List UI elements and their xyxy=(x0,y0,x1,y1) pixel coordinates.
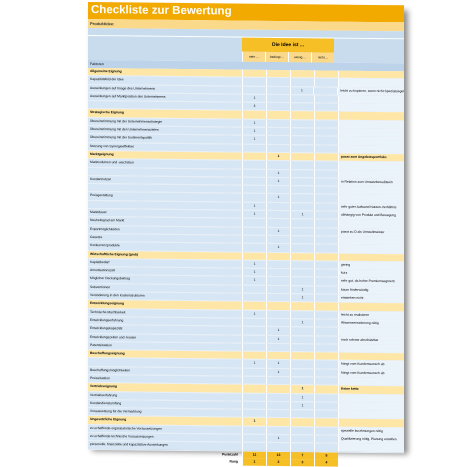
row-label: Voraussetzung für die Vermarktung xyxy=(88,408,242,417)
rating-cell[interactable]: 1 xyxy=(290,319,314,327)
rating-cell[interactable] xyxy=(314,170,338,178)
rating-cell[interactable] xyxy=(314,303,338,311)
rating-cell[interactable] xyxy=(314,137,338,145)
rating-cell[interactable] xyxy=(314,236,338,244)
rating-cell[interactable] xyxy=(314,228,338,236)
rating-cell[interactable] xyxy=(266,136,290,144)
rating-cell[interactable] xyxy=(314,386,338,394)
rating-cell[interactable]: 1 xyxy=(242,211,266,219)
rating-cell[interactable] xyxy=(314,220,338,228)
rating-cell[interactable] xyxy=(266,402,290,410)
remark-cell[interactable]: hängt vom Kundenwunsch ab xyxy=(338,369,404,377)
totals-cell: 1 xyxy=(242,458,266,465)
rating-cell[interactable] xyxy=(314,104,338,112)
rating-cell[interactable] xyxy=(242,368,266,376)
rating-cell[interactable] xyxy=(266,236,290,244)
rating-cell[interactable]: 1 xyxy=(266,244,290,252)
remark-cell[interactable] xyxy=(338,187,404,195)
row-label: Konkurrenzprodukte xyxy=(88,242,242,251)
totals-cell: 4 xyxy=(314,459,338,466)
rating-cell[interactable] xyxy=(290,112,314,120)
rating-cell[interactable] xyxy=(314,278,338,286)
remark-cell[interactable] xyxy=(338,344,404,352)
remark-cell[interactable]: Qualifizierung nötig, Planung erstellen xyxy=(338,436,404,444)
rating-cell[interactable] xyxy=(314,162,338,170)
rating-cell[interactable]: 1 xyxy=(242,202,266,210)
rating-cell[interactable] xyxy=(266,252,290,260)
remark-cell[interactable]: passt zum Angebotsportfolio xyxy=(338,154,404,162)
rating-cell[interactable] xyxy=(314,311,338,319)
rating-cell[interactable] xyxy=(242,169,266,177)
rating-cell[interactable] xyxy=(314,178,338,186)
rating-cell[interactable] xyxy=(314,203,338,211)
rating-cell[interactable]: 1 xyxy=(290,211,314,219)
rating-cell[interactable] xyxy=(290,427,314,435)
remark-cell[interactable] xyxy=(338,129,404,137)
rating-cell[interactable] xyxy=(290,120,314,128)
rating-cell[interactable] xyxy=(290,278,314,286)
rating-cell[interactable] xyxy=(290,344,314,352)
rating-cell[interactable] xyxy=(314,336,338,344)
rating-cell[interactable] xyxy=(242,177,266,185)
rating-cell[interactable] xyxy=(266,128,290,136)
remark-cell[interactable]: hängt vom Kundenwunsch ab xyxy=(338,361,404,369)
rating-cell[interactable] xyxy=(266,385,290,393)
rating-cell[interactable] xyxy=(314,128,338,136)
rating-cell[interactable] xyxy=(314,261,338,269)
rating-cell[interactable] xyxy=(242,236,266,244)
rating-cell[interactable] xyxy=(242,252,266,260)
rating-cell[interactable] xyxy=(266,161,290,169)
totals-cell: 13 xyxy=(266,452,290,459)
rating-cell[interactable] xyxy=(242,385,266,393)
row-label: Amortisationszeit xyxy=(88,267,242,276)
rating-cell[interactable] xyxy=(314,427,338,435)
remark-cell[interactable]: Keine kette xyxy=(338,386,404,394)
rating-cell[interactable]: 1 xyxy=(266,360,290,368)
rating-cell[interactable] xyxy=(314,319,338,327)
row-label: Übereinstimmung mit der Sortimentspolitik xyxy=(88,134,242,143)
rating-cell[interactable] xyxy=(242,426,266,434)
rating-cell[interactable] xyxy=(314,394,338,402)
rating-cell[interactable] xyxy=(290,128,314,136)
row-label: zu schaffende technische Voraussetzungen xyxy=(88,433,242,442)
rating-cell[interactable] xyxy=(242,285,266,293)
row-label: Kapazitätsbild der Idee xyxy=(88,76,242,85)
rating-cell[interactable] xyxy=(266,393,290,401)
rating-cell[interactable] xyxy=(314,269,338,277)
remark-cell[interactable] xyxy=(338,71,404,79)
rating-cell[interactable] xyxy=(314,419,338,427)
rating-cell[interactable] xyxy=(266,95,290,103)
rating-cell[interactable]: 1 xyxy=(242,136,266,144)
rating-cell[interactable] xyxy=(290,145,314,153)
row-label: Marktvolumen und -wachstum xyxy=(88,159,242,168)
col-header: sehr ... xyxy=(242,52,265,62)
remark-cell[interactable] xyxy=(338,411,404,419)
remark-cell[interactable]: spezielle kurzhmungen nötig xyxy=(338,427,404,435)
row-label: Kundendienstumfang xyxy=(88,400,242,409)
rating-cell[interactable] xyxy=(314,211,338,219)
rating-cell[interactable] xyxy=(314,70,338,78)
rating-cell[interactable] xyxy=(266,302,290,310)
rating-cell[interactable] xyxy=(266,111,290,119)
remark-cell[interactable]: in Relation zum Umsetzbewußtsein xyxy=(338,178,404,186)
rating-cell[interactable] xyxy=(242,435,266,443)
rating-cell[interactable] xyxy=(314,294,338,302)
remark-cell[interactable] xyxy=(338,137,404,145)
rating-cell[interactable]: 1 xyxy=(266,194,290,202)
rating-cell[interactable] xyxy=(314,153,338,161)
rating-cell[interactable] xyxy=(242,70,266,78)
row-label: Beschaffungseignung xyxy=(88,350,242,359)
remark-cell[interactable] xyxy=(338,253,404,261)
remark-cell[interactable] xyxy=(338,220,404,228)
rating-cell[interactable]: 1 xyxy=(242,310,266,318)
rating-cell[interactable] xyxy=(266,103,290,111)
rating-cell[interactable]: 1 xyxy=(290,385,314,393)
rating-cell[interactable] xyxy=(266,86,290,94)
rating-cell[interactable] xyxy=(290,369,314,377)
remark-cell[interactable]: kaum förderwürdig xyxy=(338,286,404,294)
remark-cell[interactable] xyxy=(338,112,404,120)
row-label: Patentsituation xyxy=(88,342,242,351)
rating-cell[interactable] xyxy=(242,393,266,401)
remark-cell[interactable] xyxy=(338,328,404,336)
totals-spacer xyxy=(338,459,404,467)
totals-area xyxy=(88,450,404,467)
idea-header: Die Idee ist ... xyxy=(242,38,334,53)
remark-cell[interactable]: sehr guter Aufwand Nutzen-Verhältnis xyxy=(338,203,404,211)
rating-cell[interactable]: 1 xyxy=(290,286,314,294)
remark-cell[interactable] xyxy=(338,419,404,427)
rating-cell[interactable] xyxy=(290,269,314,277)
rating-cell[interactable] xyxy=(266,70,290,78)
rating-cell[interactable]: 1 xyxy=(290,402,314,410)
rating-cell[interactable] xyxy=(314,361,338,369)
rating-cell[interactable] xyxy=(314,411,338,419)
row-label: Veränderung in den Kostenstrukturen xyxy=(88,292,242,301)
rating-cell[interactable] xyxy=(290,103,314,111)
remark-cell[interactable] xyxy=(338,394,404,402)
col-header: nicht ... xyxy=(311,52,334,62)
product-label: Produktidee: xyxy=(88,19,404,31)
rating-cell[interactable] xyxy=(290,419,314,427)
rating-cell[interactable] xyxy=(290,244,314,252)
row-label: Möglicher Deckungsbeitrag xyxy=(88,275,242,284)
remark-cell[interactable] xyxy=(338,353,404,361)
rating-cell[interactable]: 1 xyxy=(266,369,290,377)
row-label: Auswirkungen auf Marktposition des Unternehmens xyxy=(88,93,242,102)
rating-cell[interactable] xyxy=(314,352,338,360)
rating-cell[interactable] xyxy=(266,410,290,418)
rating-cell[interactable] xyxy=(266,277,290,285)
rating-cell[interactable] xyxy=(290,377,314,385)
rating-cell[interactable] xyxy=(242,78,266,86)
rating-cell[interactable] xyxy=(314,286,338,294)
rating-cell[interactable] xyxy=(314,79,338,87)
totals-cell: 11 xyxy=(242,451,266,458)
row-label: Auswirkungen auf Image des Unternehmens xyxy=(88,85,242,94)
rating-cell[interactable] xyxy=(290,253,314,261)
row-label: Subventionen xyxy=(88,284,242,293)
remark-cell[interactable]: sehr gut, da hoher Premiumsegment xyxy=(338,278,404,286)
rating-cell[interactable]: 1 xyxy=(290,394,314,402)
row-label: Kundennutzen xyxy=(88,176,242,185)
remark-cell[interactable]: noch schwer abschätzbar xyxy=(338,336,404,344)
remark-cell[interactable] xyxy=(338,145,404,153)
rating-cell[interactable] xyxy=(290,70,314,78)
rating-cell[interactable] xyxy=(266,427,290,435)
rating-cell[interactable]: 1 xyxy=(242,128,266,136)
row-label: Entwicklungseignung xyxy=(88,300,242,309)
checklist-rows xyxy=(88,68,404,453)
checklist-sheet xyxy=(88,2,404,465)
row-label: Marktdauer xyxy=(88,209,242,218)
rating-cell[interactable] xyxy=(290,261,314,269)
rating-cell[interactable]: 1 xyxy=(266,169,290,177)
row-label: Neuheitsgrad am Markt xyxy=(88,217,242,226)
rating-cell[interactable]: 1 xyxy=(242,119,266,127)
rating-cell[interactable] xyxy=(242,410,266,418)
rating-cell[interactable] xyxy=(242,153,266,161)
rating-cell[interactable]: 1 xyxy=(290,294,314,302)
remark-cell[interactable] xyxy=(338,104,404,112)
row-label: zu schaffende organisatorische Voraussetzungen xyxy=(88,425,242,434)
rating-cell[interactable] xyxy=(266,145,290,153)
rating-cell[interactable] xyxy=(266,203,290,211)
remark-cell[interactable]: gering xyxy=(338,261,404,269)
row-label: Wirtschaftliche Eignung (grob) xyxy=(88,251,242,260)
remark-cell[interactable] xyxy=(338,303,404,311)
rating-cell[interactable] xyxy=(266,120,290,128)
rating-cell[interactable] xyxy=(314,435,338,443)
rating-cell[interactable] xyxy=(314,195,338,203)
row-label: Nutzung von Synergieeffekten xyxy=(88,143,242,152)
rating-cell[interactable] xyxy=(242,227,266,235)
rating-cell[interactable] xyxy=(290,435,314,443)
remark-cell[interactable]: passt zu D als Umweltmeister xyxy=(338,228,404,236)
rating-cell[interactable] xyxy=(290,311,314,319)
row-label: personelle, finanzielle und kapazitative Auswirkungen xyxy=(88,441,242,450)
rating-cell[interactable] xyxy=(290,236,314,244)
row-label: Preissituation xyxy=(88,375,242,384)
remark-cell[interactable] xyxy=(338,195,404,203)
rating-cell[interactable]: 1 xyxy=(266,435,290,443)
rating-cell[interactable]: 4 xyxy=(242,103,266,111)
rating-cell[interactable] xyxy=(266,269,290,277)
rating-cell[interactable] xyxy=(314,253,338,261)
row-label: Allgemeine Eignung xyxy=(88,68,242,77)
rating-cell[interactable] xyxy=(242,443,266,451)
rating-cell[interactable] xyxy=(313,87,337,95)
remark-cell[interactable] xyxy=(338,170,404,178)
remark-cell[interactable] xyxy=(338,444,404,452)
rating-cell[interactable] xyxy=(290,95,314,103)
rating-cell[interactable]: 1 xyxy=(290,87,314,95)
rating-cell[interactable] xyxy=(266,211,290,219)
rating-cell[interactable] xyxy=(242,335,266,343)
rating-cell[interactable] xyxy=(290,170,314,178)
rating-cell[interactable] xyxy=(266,352,290,360)
rating-cell[interactable]: 1 xyxy=(242,360,266,368)
rating-cell[interactable] xyxy=(290,186,314,194)
rating-cell[interactable] xyxy=(290,78,314,86)
rating-cell[interactable] xyxy=(314,369,338,377)
rating-cell[interactable]: 1 xyxy=(242,260,266,268)
rating-cell[interactable] xyxy=(242,343,266,351)
remark-cell[interactable]: entstehen nicht xyxy=(338,295,404,303)
rating-cell[interactable] xyxy=(290,410,314,418)
rating-cell[interactable] xyxy=(314,145,338,153)
rating-cell[interactable]: 1 xyxy=(266,335,290,343)
rating-cell[interactable] xyxy=(266,261,290,269)
rating-cell[interactable] xyxy=(290,327,314,335)
row-label: Vertriebseignung xyxy=(88,383,242,392)
row-label: Entwicklungszeiten und -kosten xyxy=(88,334,242,343)
rating-cell[interactable] xyxy=(242,186,266,194)
remark-cell[interactable] xyxy=(338,96,404,104)
factors-label: Faktoren xyxy=(90,62,104,67)
rating-cell[interactable] xyxy=(266,78,290,86)
rating-cell[interactable] xyxy=(242,219,266,227)
rating-cell[interactable] xyxy=(242,144,266,152)
rating-cell[interactable] xyxy=(314,120,338,128)
remark-cell[interactable] xyxy=(338,79,404,87)
rating-cell[interactable] xyxy=(266,377,290,385)
row-label: Marktgeignung xyxy=(88,151,242,160)
row-label: Exportmöglichkeiten xyxy=(88,226,242,235)
remark-cell[interactable]: leicht zu kopieren, wenn nicht Spezialsiegel xyxy=(337,87,404,95)
rating-cell[interactable] xyxy=(314,444,338,452)
rating-cell[interactable] xyxy=(242,161,266,169)
rating-header xyxy=(88,36,404,63)
rating-cell[interactable]: 1 xyxy=(242,269,266,277)
rating-cell[interactable] xyxy=(266,418,290,426)
remark-cell[interactable] xyxy=(338,120,404,128)
remark-cell[interactable] xyxy=(338,378,404,386)
rating-cell[interactable] xyxy=(266,186,290,194)
rating-cell[interactable] xyxy=(290,195,314,203)
rating-cell[interactable] xyxy=(266,344,290,352)
totals-label: Rang xyxy=(229,459,238,464)
col-header: wenig ... xyxy=(288,52,311,62)
rating-cell[interactable] xyxy=(266,443,290,451)
rating-cell[interactable] xyxy=(314,328,338,336)
rating-cell[interactable] xyxy=(290,336,314,344)
rating-cell[interactable] xyxy=(290,219,314,227)
remark-cell[interactable]: Wissenserweiterung nötig xyxy=(338,320,404,328)
rating-cell[interactable] xyxy=(242,377,266,385)
rating-cell[interactable] xyxy=(314,402,338,410)
rating-cell[interactable] xyxy=(242,244,266,252)
rating-columns xyxy=(242,52,334,63)
row-label: Preisgestaltung xyxy=(88,192,242,201)
rating-cell[interactable] xyxy=(314,95,338,103)
rating-cell[interactable] xyxy=(290,352,314,360)
row-label: Strategische Eignung xyxy=(88,109,242,118)
rating-cell[interactable] xyxy=(242,111,266,119)
rating-cell[interactable] xyxy=(314,187,338,195)
totals-cell: 3 xyxy=(290,459,314,466)
rating-cell[interactable] xyxy=(290,443,314,451)
remark-cell[interactable] xyxy=(338,402,404,410)
rating-cell[interactable] xyxy=(314,344,338,352)
rating-cell[interactable] xyxy=(314,377,338,385)
remark-cell[interactable]: abhängig von Produkt und Bewegung xyxy=(338,212,404,220)
remark-cell[interactable]: leicht zu realisieren xyxy=(338,311,404,319)
rating-cell[interactable] xyxy=(242,86,266,94)
rating-cell[interactable] xyxy=(290,178,314,186)
rating-cell[interactable] xyxy=(290,136,314,144)
row-label: Entwicklungserfahrung xyxy=(88,317,242,326)
rating-cell[interactable] xyxy=(290,203,314,211)
totals-cell: 2 xyxy=(266,459,290,466)
row-label: Gesetze xyxy=(88,234,242,243)
row-label: Übereinstimmung mit der Unternehmensstrategie xyxy=(88,118,242,127)
rating-cell[interactable] xyxy=(314,112,338,120)
rating-cell[interactable] xyxy=(290,361,314,369)
row-label: Technische Machbarkeit xyxy=(88,309,242,318)
rating-cell[interactable] xyxy=(314,245,338,253)
rating-cell[interactable]: 1 xyxy=(242,277,266,285)
rating-cell[interactable] xyxy=(290,161,314,169)
row-label: Entwicklungskapazität xyxy=(88,325,242,334)
rating-cell[interactable] xyxy=(242,352,266,360)
row-label: Vertriebserfahrung xyxy=(88,392,242,401)
rating-cell[interactable] xyxy=(242,194,266,202)
rating-cell[interactable] xyxy=(266,319,290,327)
rating-cell[interactable] xyxy=(242,327,266,335)
rating-cell[interactable] xyxy=(242,294,266,302)
remark-cell[interactable]: kurz xyxy=(338,270,404,278)
remark-cell[interactable] xyxy=(338,162,404,170)
row-label: Beschaffungsmöglichkeiten xyxy=(88,367,242,376)
totals-cell: 5 xyxy=(314,452,338,459)
remark-cell[interactable] xyxy=(338,245,404,253)
totals-cell: 7 xyxy=(290,452,314,459)
rating-cell[interactable] xyxy=(290,153,314,161)
col-header: bedingt ... xyxy=(265,52,288,62)
rating-cell[interactable]: 1 xyxy=(242,95,266,103)
row-label: Übereinstimmung mit den Unternehmenszielen xyxy=(88,126,242,135)
rating-cell[interactable] xyxy=(242,401,266,409)
rating-cell[interactable] xyxy=(266,286,290,294)
rating-cell[interactable] xyxy=(242,319,266,327)
rating-cell[interactable] xyxy=(290,228,314,236)
totals-label: Punktzahl xyxy=(221,452,238,457)
row-label: Kapitalbedarf xyxy=(88,259,242,268)
rating-cell[interactable] xyxy=(242,302,266,310)
row-label: Ungesetzliche Eignung xyxy=(88,416,242,425)
rating-cell[interactable] xyxy=(266,310,290,318)
rating-cell[interactable]: 1 xyxy=(266,153,290,161)
page-title: Checkliste zur Bewertung xyxy=(88,2,404,22)
rating-cell[interactable] xyxy=(266,294,290,302)
rating-cell[interactable] xyxy=(290,302,314,310)
rating-cell[interactable]: 1 xyxy=(266,327,290,335)
rating-cell[interactable]: 1 xyxy=(266,178,290,186)
rating-cell[interactable]: 1 xyxy=(242,418,266,426)
rating-cell[interactable]: 1 xyxy=(266,228,290,236)
remark-cell[interactable] xyxy=(338,237,404,245)
rating-cell[interactable] xyxy=(266,219,290,227)
